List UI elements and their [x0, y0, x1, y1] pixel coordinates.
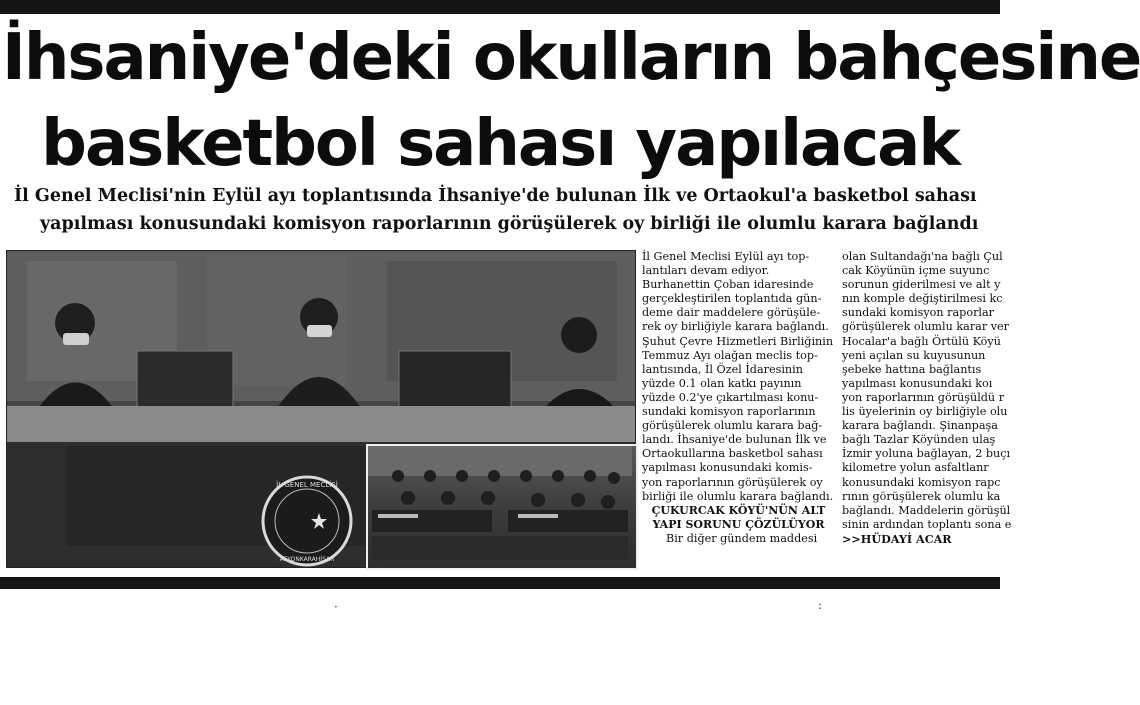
article-line: Hocalar'a bağlı Örtülü Köyü [842, 334, 1001, 348]
article-line: lis üyelerinin oy birliğiyle olu [842, 405, 1008, 419]
inset-council-members-photo [366, 444, 638, 570]
article-line: bağlı Tazlar Köyünden ulaş [842, 433, 996, 447]
article-column-2 [842, 250, 1012, 546]
article-line: rek oy birliğiyle karara bağlandı. [642, 320, 829, 334]
article-line: birliği ile olumlu karara bağlandı. [642, 489, 834, 503]
article-line: görüşülerek olumlu karara bağ- [642, 419, 823, 433]
article-line: Şuhut Çevre Hizmetleri Birliğinin [642, 334, 834, 348]
article-line: bağlandı. Maddelerin görüşül [842, 503, 1011, 517]
section-heading-line-2: YAPI SORUNU ÇÖZÜLÜYOR [652, 517, 825, 531]
article-line: rının görüşülerek olumlu ka [842, 489, 1001, 503]
article-line: kilometre yolun asfaltlanr [842, 461, 989, 475]
article-line: sundaki komisyon raporlarının [642, 405, 816, 419]
article-line: görüşülerek olumlu karar ver [842, 320, 1010, 334]
article-line: yon raporlarının görüşüldü r [842, 390, 1005, 404]
article-line: Bir diğer gündem maddesi [666, 531, 818, 545]
scan-speck: : [818, 598, 823, 612]
article-line: cak Köyünün içme suyunc [842, 264, 990, 278]
headline-line-2: basketbol sahası yapılacak [41, 107, 959, 181]
article-line: deme dair maddelere görüşüle- [642, 306, 821, 320]
scan-speck: · [334, 600, 338, 614]
article-column-1 [642, 250, 835, 546]
article-line: yapılması konusundaki koı [842, 376, 993, 390]
article-line: olan Sultandağı'na bağlı Çul [842, 250, 1003, 263]
article-line: şebeke hattına bağlantıs [842, 362, 982, 376]
article-line: gerçekleştirilen toplantıda gün- [642, 292, 822, 306]
article-line: yapılması konusundaki komis- [642, 461, 813, 475]
article-line: yüzde 0.2'ye çıkartılması konu- [642, 390, 819, 404]
article-line: yüzde 0.1 olan katkı payının [642, 376, 802, 390]
article-line: sundaki komisyon raporlar [842, 306, 995, 320]
article-line: Ortaokullarına basketbol sahası [642, 447, 823, 461]
article-line: sorunun giderilmesi ve alt y [842, 278, 1001, 292]
article-line: yon raporlarının görüşülerek oy [642, 475, 823, 489]
article-line: yeni açılan su kuyusunun [842, 348, 986, 362]
subheadline-line-1: İl Genel Meclisi'nin Eylül ayı toplantısında İhsaniye'de bulunan İlk ve Ortaokul'a basketbol sahası [14, 186, 977, 206]
headline-line-1: İhsaniye'deki okulların bahçesine [2, 21, 1140, 95]
article-line: karara bağlandı. Şinanpaşa [842, 419, 998, 433]
bottom-rule [0, 577, 1000, 589]
seal-bottom-text: AFYONKARAHİSAR [279, 556, 335, 563]
section-heading-line-1: ÇUKURCAK KÖYÜ'NÜN ALT [651, 503, 826, 517]
article-line: lantısında, İl Özel İdaresinin [642, 362, 803, 376]
subheadline-line-2: yapılması konusundaki komisyon raporlarının görüşülerek oy birliği ile olumlu karara bağlandı [40, 214, 979, 234]
article-line: landı. İhsaniye'de bulunan İlk ve [642, 433, 827, 447]
article-line: Burhanettin Çoban idaresinde [642, 278, 814, 292]
article-line: sinin ardından toplantı sona e [842, 517, 1012, 531]
article-line: konusundaki komisyon rapc [842, 475, 1001, 489]
author-byline: >>HÜDAYİ ACAR [842, 531, 952, 546]
council-members-illustration [368, 446, 632, 564]
article-line: nın komple değiştirilmesi kc [842, 292, 1003, 306]
article-line: İzmir yoluna bağlayan, 2 buçı [842, 447, 1011, 461]
article-line: lantıları devam ediyor. [642, 264, 770, 278]
article-line: Temmuz Ayı olağan meclis top- [642, 348, 818, 362]
seal-top-text: İL GENEL MECLİSİ [276, 481, 338, 489]
top-rule [0, 0, 1000, 14]
article-line: İl Genel Meclisi Eylül ayı top- [642, 250, 810, 263]
